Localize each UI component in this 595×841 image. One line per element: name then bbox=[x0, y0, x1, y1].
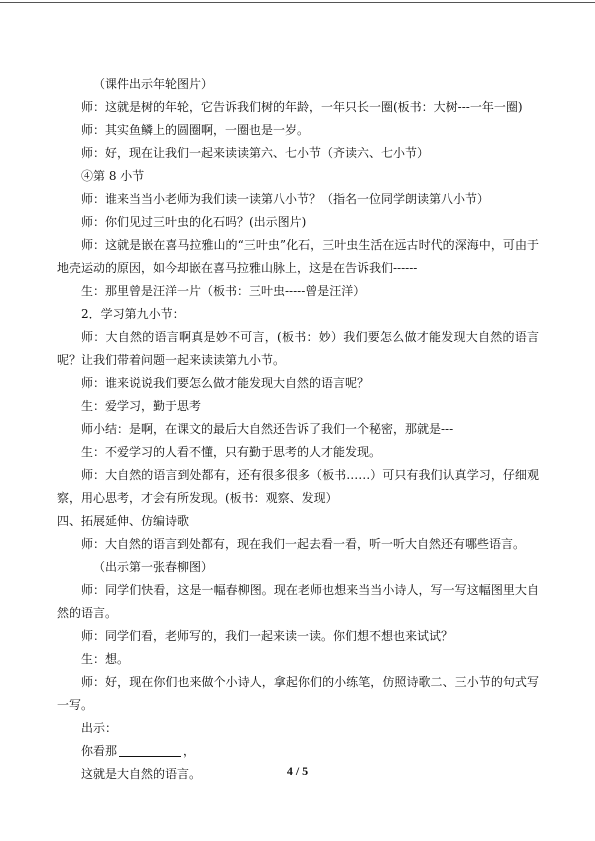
paragraph: （出示第一张春柳图） bbox=[93, 560, 214, 574]
paragraph: 师小结：是啊，在课文的最后大自然还告诉了我们一个秘密，那就是--- bbox=[81, 422, 454, 436]
paragraph: 生：爱学习，勤于思考 bbox=[81, 399, 202, 413]
paragraph: 出示： bbox=[81, 721, 118, 735]
section-heading: ④第 8 小节 bbox=[81, 169, 145, 183]
poem-line-text: 你看那 bbox=[81, 744, 118, 758]
paragraph: （课件出示年轮图片） bbox=[93, 77, 214, 91]
paragraph: 生：那里曾是汪洋一片（板书：三叶虫-----曾是汪洋） bbox=[81, 284, 366, 298]
paragraph: 生：想。 bbox=[81, 652, 130, 666]
paragraph: 师：谁来当当小老师为我们读一读第八小节？（指名一位同学朗读第八小节） bbox=[81, 192, 490, 206]
poem-line bbox=[57, 740, 539, 763]
paragraph: 师：大自然的语言啊真是妙不可言，(板书：妙）我们要怎么做才能发现大自然的语言呢？让我们带着问题一起来读读第九小节。 bbox=[57, 330, 539, 367]
paragraph: 师：同学们快看，这是一幅春柳图。现在老师也想来当当小诗人，写一写这幅图里大自然的语言。 bbox=[57, 583, 539, 620]
paragraph: 师：同学们看，老师写的，我们一起来读一读。你们想不想也来试试？ bbox=[81, 629, 454, 643]
paragraph: 师：你们见过三叶虫的化石吗？(出示图片) bbox=[81, 215, 307, 229]
fill-blank bbox=[119, 744, 181, 757]
paragraph: 生：不爱学习的人看不懂，只有勤于思考的人才能发现。 bbox=[81, 445, 382, 459]
paragraph: 师：大自然的语言到处都有，还有很多很多（板书……）可只有我们认真学习，仔细观察，用心思考，才会有所发现。(板书：观察、发现） bbox=[57, 468, 539, 505]
paragraph: 师：好，现在让我们一起来读读第六、七小节（齐读六、七小节） bbox=[81, 146, 430, 160]
paragraph: 师：这就是嵌在喜马拉雅山的“三叶虫”化石，三叶虫生活在远古时代的深海中，可由于地壳运动的原因，如今却嵌在喜马拉雅山脉上，这是在告诉我们------ bbox=[57, 238, 539, 275]
poem-line: 这就是大自然的语言。 bbox=[81, 767, 202, 781]
document-body bbox=[57, 73, 539, 786]
paragraph: 师：大自然的语言到处都有，现在我们一起去看一看，听一听大自然还有哪些语言。 bbox=[81, 537, 526, 551]
paragraph: 师：谁来说说我们要怎么做才能发现大自然的语言呢？ bbox=[81, 376, 370, 390]
page-number: 4 / 5 bbox=[286, 764, 309, 778]
section-heading: 2．学习第九小节： bbox=[81, 307, 185, 321]
poem-line-punct: ， bbox=[183, 744, 196, 758]
paragraph: 师：好，现在你们也来做个小诗人，拿起你们的小练笔，仿照诗歌二、三小节的句式写一写。 bbox=[57, 675, 539, 712]
paragraph: 师：这就是树的年轮，它告诉我们树的年龄，一年只长一圈(板书：大树---一年一圈) bbox=[81, 100, 523, 114]
section-heading: 四、拓展延伸、仿编诗歌 bbox=[57, 514, 190, 528]
header-rule bbox=[0, 2, 595, 3]
paragraph: 师：其实鱼鳞上的圆圈啊，一圈也是一岁。 bbox=[81, 123, 310, 137]
